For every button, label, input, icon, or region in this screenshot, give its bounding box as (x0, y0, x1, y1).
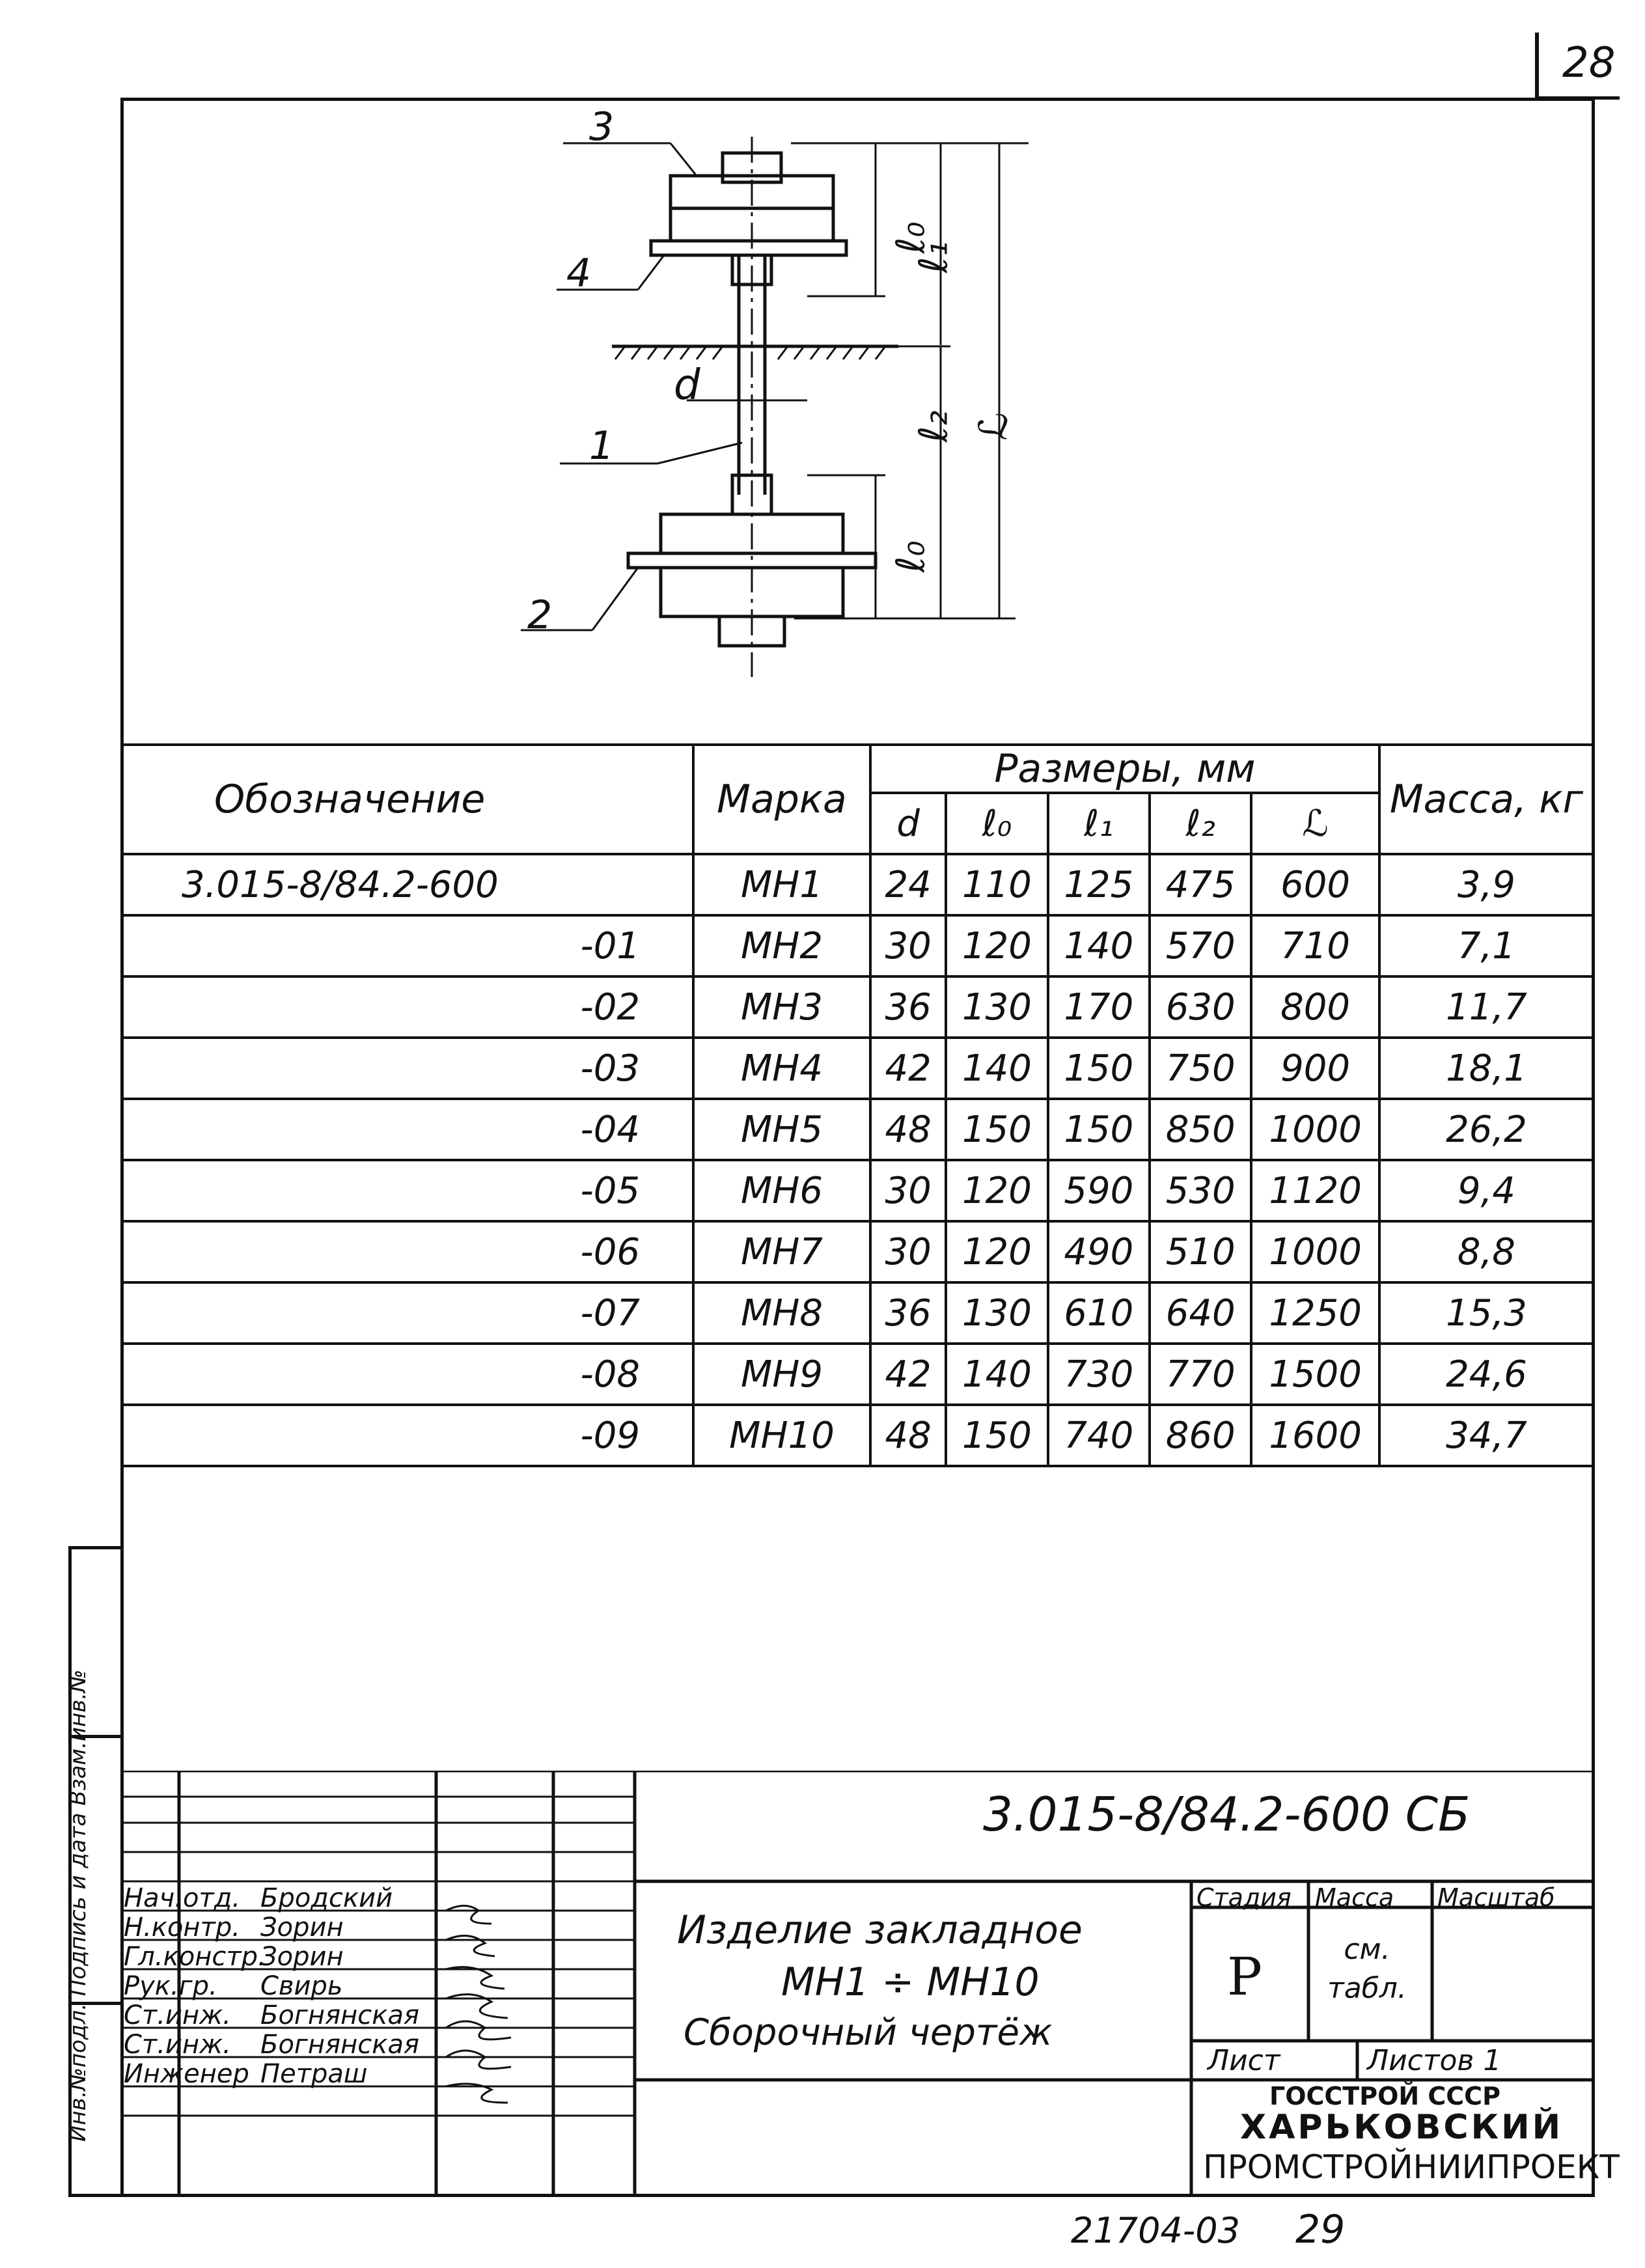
dim-l0-top-label: ℓ₀ (888, 221, 934, 254)
table-cell: 640 (1150, 1282, 1251, 1344)
title-line-3: Сборочный чертёж (684, 2012, 1053, 2054)
title-line-2: МН1 ÷ МН10 (781, 1959, 1040, 2005)
role-5: Ст.инж. (124, 2000, 231, 2030)
table-cell: 1000 (1251, 1099, 1379, 1160)
header-l1: ℓ₁ (1048, 793, 1150, 854)
table-cell: МН9 (693, 1344, 870, 1405)
stage-value: Р (1227, 1946, 1262, 2007)
page-number: 29 (1295, 2207, 1346, 2252)
sheet-label: Лист (1208, 2044, 1280, 2077)
table-cell: 120 (946, 1221, 1047, 1282)
table-row (122, 1038, 1594, 1099)
dim-l2-label: ℓ₂ (911, 410, 957, 443)
table-cell: 1250 (1251, 1282, 1379, 1344)
name-2: Зорин (260, 1913, 344, 1943)
archive-number: 21704-03 (1071, 2210, 1240, 2251)
table-cell: 130 (946, 976, 1047, 1038)
dim-l0-bottom-label: ℓ₀ (888, 540, 934, 573)
table-cell: 150 (946, 1099, 1047, 1160)
table-cell: -05 (122, 1160, 693, 1221)
table-cell: МН5 (693, 1099, 870, 1160)
table-cell: 1000 (1251, 1221, 1379, 1282)
role-4: Рук.гр. (124, 1971, 217, 2001)
table-cell: 750 (1150, 1038, 1251, 1099)
table-cell: 475 (1150, 854, 1251, 915)
name-3: Зорин (260, 1942, 344, 1972)
table-cell: 24,6 (1379, 1344, 1594, 1405)
table-cell: 610 (1048, 1282, 1150, 1344)
table-cell: 740 (1048, 1405, 1150, 1466)
table-cell: 8,8 (1379, 1221, 1594, 1282)
table-cell: 34,7 (1379, 1405, 1594, 1466)
table-cell: 710 (1251, 915, 1379, 976)
dim-d-label: d (674, 361, 700, 409)
table-cell: 850 (1150, 1099, 1251, 1160)
table-cell: МН7 (693, 1221, 870, 1282)
table-cell: 48 (870, 1099, 946, 1160)
sheet-number-divider (1535, 33, 1539, 98)
table-cell: 3.015-8/84.2-600 (122, 854, 693, 915)
table-cell: -01 (122, 915, 693, 976)
table-row (122, 1344, 1594, 1405)
table-row (122, 854, 1594, 915)
sheet-number: 28 (1562, 39, 1616, 87)
table-cell: 110 (946, 854, 1047, 915)
table-cell: -02 (122, 976, 693, 1038)
callout-3: 3 (589, 104, 615, 150)
table-cell: -09 (122, 1405, 693, 1466)
table-cell: 1120 (1251, 1160, 1379, 1221)
table-row (122, 915, 1594, 976)
table-cell: МН2 (693, 915, 870, 976)
org-line-3: ПРОМСТРОЙНИИПРОЕКТ (1203, 2148, 1620, 2186)
table-cell: 36 (870, 1282, 946, 1344)
side-stamp-text: Инв.№подл. Подпись и дата Взам.инв.№ (65, 1669, 91, 2142)
role-7: Инженер (124, 2059, 249, 2089)
table-cell: -08 (122, 1344, 693, 1405)
role-1: Нач.отд. (124, 1883, 241, 1913)
dim-L-label: ℒ (971, 412, 1017, 441)
callout-2: 2 (527, 592, 553, 638)
header-d: d (870, 793, 946, 854)
table-cell: МН6 (693, 1160, 870, 1221)
name-7: Петраш (260, 2059, 368, 2089)
table-cell: 3,9 (1379, 854, 1594, 915)
table-cell: 30 (870, 1160, 946, 1221)
role-2: Н.контр. (124, 1913, 240, 1943)
callout-1: 1 (589, 423, 615, 469)
dim-l1-label: ℓ₁ (911, 241, 957, 273)
table-cell: 9,4 (1379, 1160, 1594, 1221)
table-cell: -03 (122, 1038, 693, 1099)
table-cell: 770 (1150, 1344, 1251, 1405)
role-6: Ст.инж. (124, 2030, 231, 2060)
name-1: Бродский (260, 1883, 393, 1913)
table-cell: 900 (1251, 1038, 1379, 1099)
callout-4: 4 (566, 251, 592, 296)
scale-label: Масштаб (1437, 1883, 1555, 1912)
doc-code: 3.015-8/84.2-600 СБ (983, 1787, 1471, 1842)
table-row (122, 976, 1594, 1038)
org-line-2: ХАРЬКОВСКИЙ (1240, 2108, 1564, 2147)
table-row (122, 1405, 1594, 1466)
header-designation: Обозначение (122, 745, 693, 854)
name-4: Свирь (260, 1971, 343, 2001)
mass-value: см. табл. (1327, 1933, 1407, 2005)
table-cell: 48 (870, 1405, 946, 1466)
table-cell: 26,2 (1379, 1099, 1594, 1160)
header-L: ℒ (1251, 793, 1379, 854)
table-row (122, 1160, 1594, 1221)
mass-label: Масса (1315, 1883, 1394, 1912)
header-l0: ℓ₀ (946, 793, 1047, 854)
header-dimensions: Размеры, мм (870, 745, 1379, 793)
table-cell: 30 (870, 1221, 946, 1282)
stage-label: Стадия (1196, 1883, 1292, 1912)
table-cell: 130 (946, 1282, 1047, 1344)
header-l2: ℓ₂ (1150, 793, 1251, 854)
table-cell: 570 (1150, 915, 1251, 976)
table-cell: 24 (870, 854, 946, 915)
table-cell: 42 (870, 1038, 946, 1099)
role-3: Гл.констр. (124, 1942, 266, 1972)
table-cell: 15,3 (1379, 1282, 1594, 1344)
table-cell: -06 (122, 1221, 693, 1282)
table-cell: 150 (946, 1405, 1047, 1466)
table-row (122, 1221, 1594, 1282)
table-cell: 530 (1150, 1160, 1251, 1221)
table-cell: 590 (1048, 1160, 1150, 1221)
table-cell: 1600 (1251, 1405, 1379, 1466)
table-cell: 600 (1251, 854, 1379, 915)
table-cell: 730 (1048, 1344, 1150, 1405)
table-cell: 140 (1048, 915, 1150, 976)
table-cell: МН3 (693, 976, 870, 1038)
table-cell: МН4 (693, 1038, 870, 1099)
table-cell: 18,1 (1379, 1038, 1594, 1099)
header-mass: Масса, кг (1379, 745, 1594, 854)
name-6: Богнянская (260, 2030, 420, 2060)
table-cell: 125 (1048, 854, 1150, 915)
table-cell: 150 (1048, 1038, 1150, 1099)
table-cell: 1500 (1251, 1344, 1379, 1405)
table-cell: 140 (946, 1344, 1047, 1405)
table-cell: 170 (1048, 976, 1150, 1038)
table-cell: 42 (870, 1344, 946, 1405)
table-cell: -07 (122, 1282, 693, 1344)
table-cell: 7,1 (1379, 915, 1594, 976)
table-header-row (122, 745, 1594, 793)
table-cell: МН8 (693, 1282, 870, 1344)
table-row (122, 1099, 1594, 1160)
org-line-1: ГОССТРОЙ СССР (1269, 2082, 1500, 2110)
sheets-label: Листов 1 (1367, 2044, 1502, 2077)
table-cell: 120 (946, 1160, 1047, 1221)
table-cell: 11,7 (1379, 976, 1594, 1038)
header-mark: Марка (693, 745, 870, 854)
table-cell: МН1 (693, 854, 870, 915)
name-5: Богнянская (260, 2000, 420, 2030)
table-row (122, 1282, 1594, 1344)
table-cell: 510 (1150, 1221, 1251, 1282)
table-cell: 490 (1048, 1221, 1150, 1282)
anchor-bolt-drawing (391, 104, 1107, 690)
table-cell: МН10 (693, 1405, 870, 1466)
table-cell: 30 (870, 915, 946, 976)
table-cell: 36 (870, 976, 946, 1038)
table-cell: -04 (122, 1099, 693, 1160)
table-cell: 140 (946, 1038, 1047, 1099)
title-line-1: Изделие закладное (677, 1907, 1083, 1953)
table-cell: 150 (1048, 1099, 1150, 1160)
table-cell: 800 (1251, 976, 1379, 1038)
table-cell: 630 (1150, 976, 1251, 1038)
table-cell: 860 (1150, 1405, 1251, 1466)
table-cell: 120 (946, 915, 1047, 976)
spec-table (120, 743, 1595, 1467)
